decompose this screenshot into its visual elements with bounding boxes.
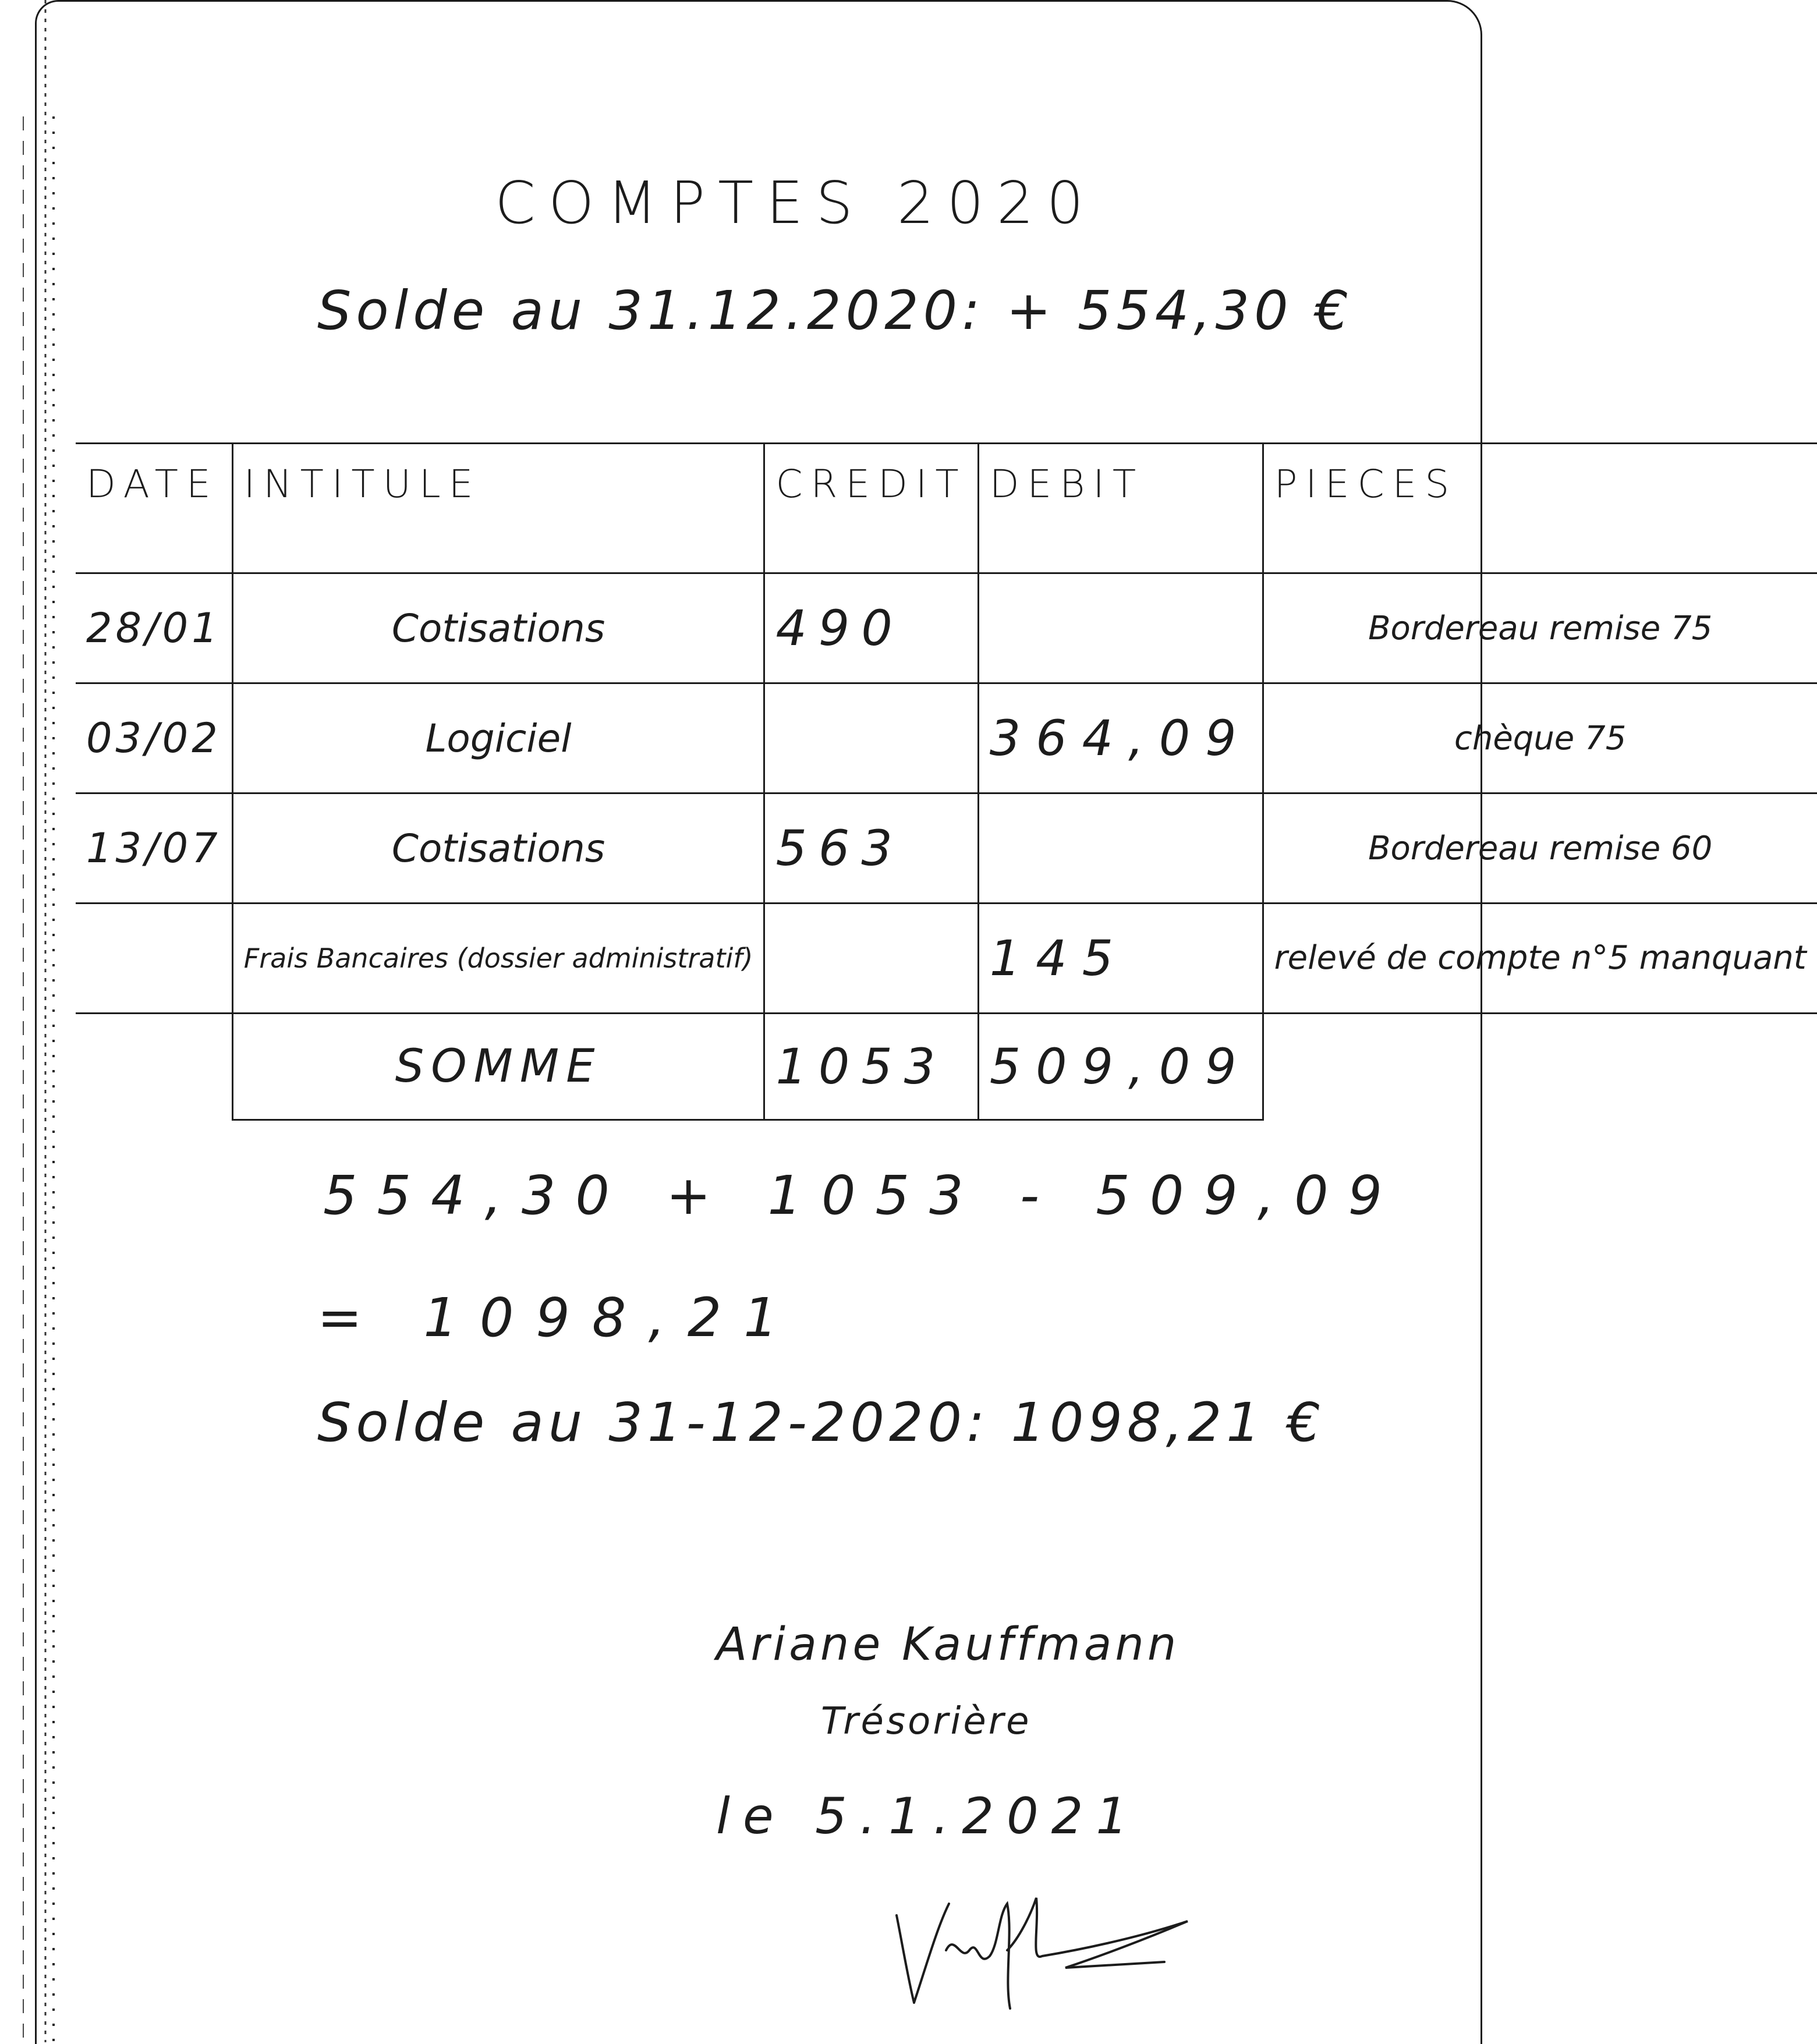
row-debit: 145 (978, 904, 1263, 1014)
row-credit: 490 (764, 573, 978, 683)
row-intitule: Logiciel (232, 683, 764, 793)
signer-role: Trésorière (821, 1700, 1032, 1743)
row-intitule: Cotisations (232, 793, 764, 904)
row-date: 28/01 (76, 573, 232, 683)
header-credit: CREDIT (764, 444, 978, 573)
row-intitule: Cotisations (232, 573, 764, 683)
table-row (76, 904, 1817, 1014)
sum-credit: 1053 (764, 1014, 978, 1120)
closing-balance: Solde au 31-12-2020: 1098,21 € (317, 1391, 1326, 1454)
header-debit: DEBIT (978, 444, 1263, 573)
row-credit: 563 (764, 793, 978, 904)
ledger-header-row (76, 444, 1817, 573)
row-intitule: Frais Bancaires (dossier administratif) (232, 904, 764, 1014)
signer-name: Ariane Kauffmann (716, 1618, 1180, 1671)
row-pieces: Bordereau remise 75 (1263, 573, 1817, 683)
sum-empty-cell (1263, 1014, 1817, 1120)
spiral-binding (0, 0, 58, 2042)
row-date: 03/02 (76, 683, 232, 793)
row-credit (764, 904, 978, 1014)
calculation-line-1: 554,30 + 1053 - 509,09 (323, 1164, 1402, 1227)
row-pieces: chèque 75 (1263, 683, 1817, 793)
table-row (76, 793, 1817, 904)
table-row (76, 683, 1817, 793)
row-debit: 364,09 (978, 683, 1263, 793)
handwritten-signature (891, 1880, 1199, 2020)
header-pieces: PIECES (1263, 444, 1817, 573)
header-date: DATE (76, 444, 232, 573)
row-pieces: Bordereau remise 60 (1263, 793, 1817, 904)
row-debit (978, 793, 1263, 904)
sum-debit: 509,09 (978, 1014, 1263, 1120)
row-date (76, 904, 232, 1014)
header-intitule: INTITULE (232, 444, 764, 573)
table-row (76, 573, 1817, 683)
accounts-ledger-table (76, 442, 1817, 1121)
row-credit (764, 683, 978, 793)
calculation-line-2: = 1098,21 (317, 1287, 800, 1349)
opening-balance: Solde au 31.12.2020: + 554,30 € (317, 279, 1354, 342)
sum-row (76, 1014, 1817, 1120)
row-debit (978, 573, 1263, 683)
row-date: 13/07 (76, 793, 232, 904)
sum-label: SOMME (232, 1014, 764, 1120)
signature-date: le 5.1.2021 (716, 1787, 1141, 1845)
page-title: COMPTES 2020 (495, 169, 1097, 237)
sum-empty-cell (76, 1014, 232, 1120)
row-pieces: relevé de compte n°5 manquant (1263, 904, 1817, 1014)
